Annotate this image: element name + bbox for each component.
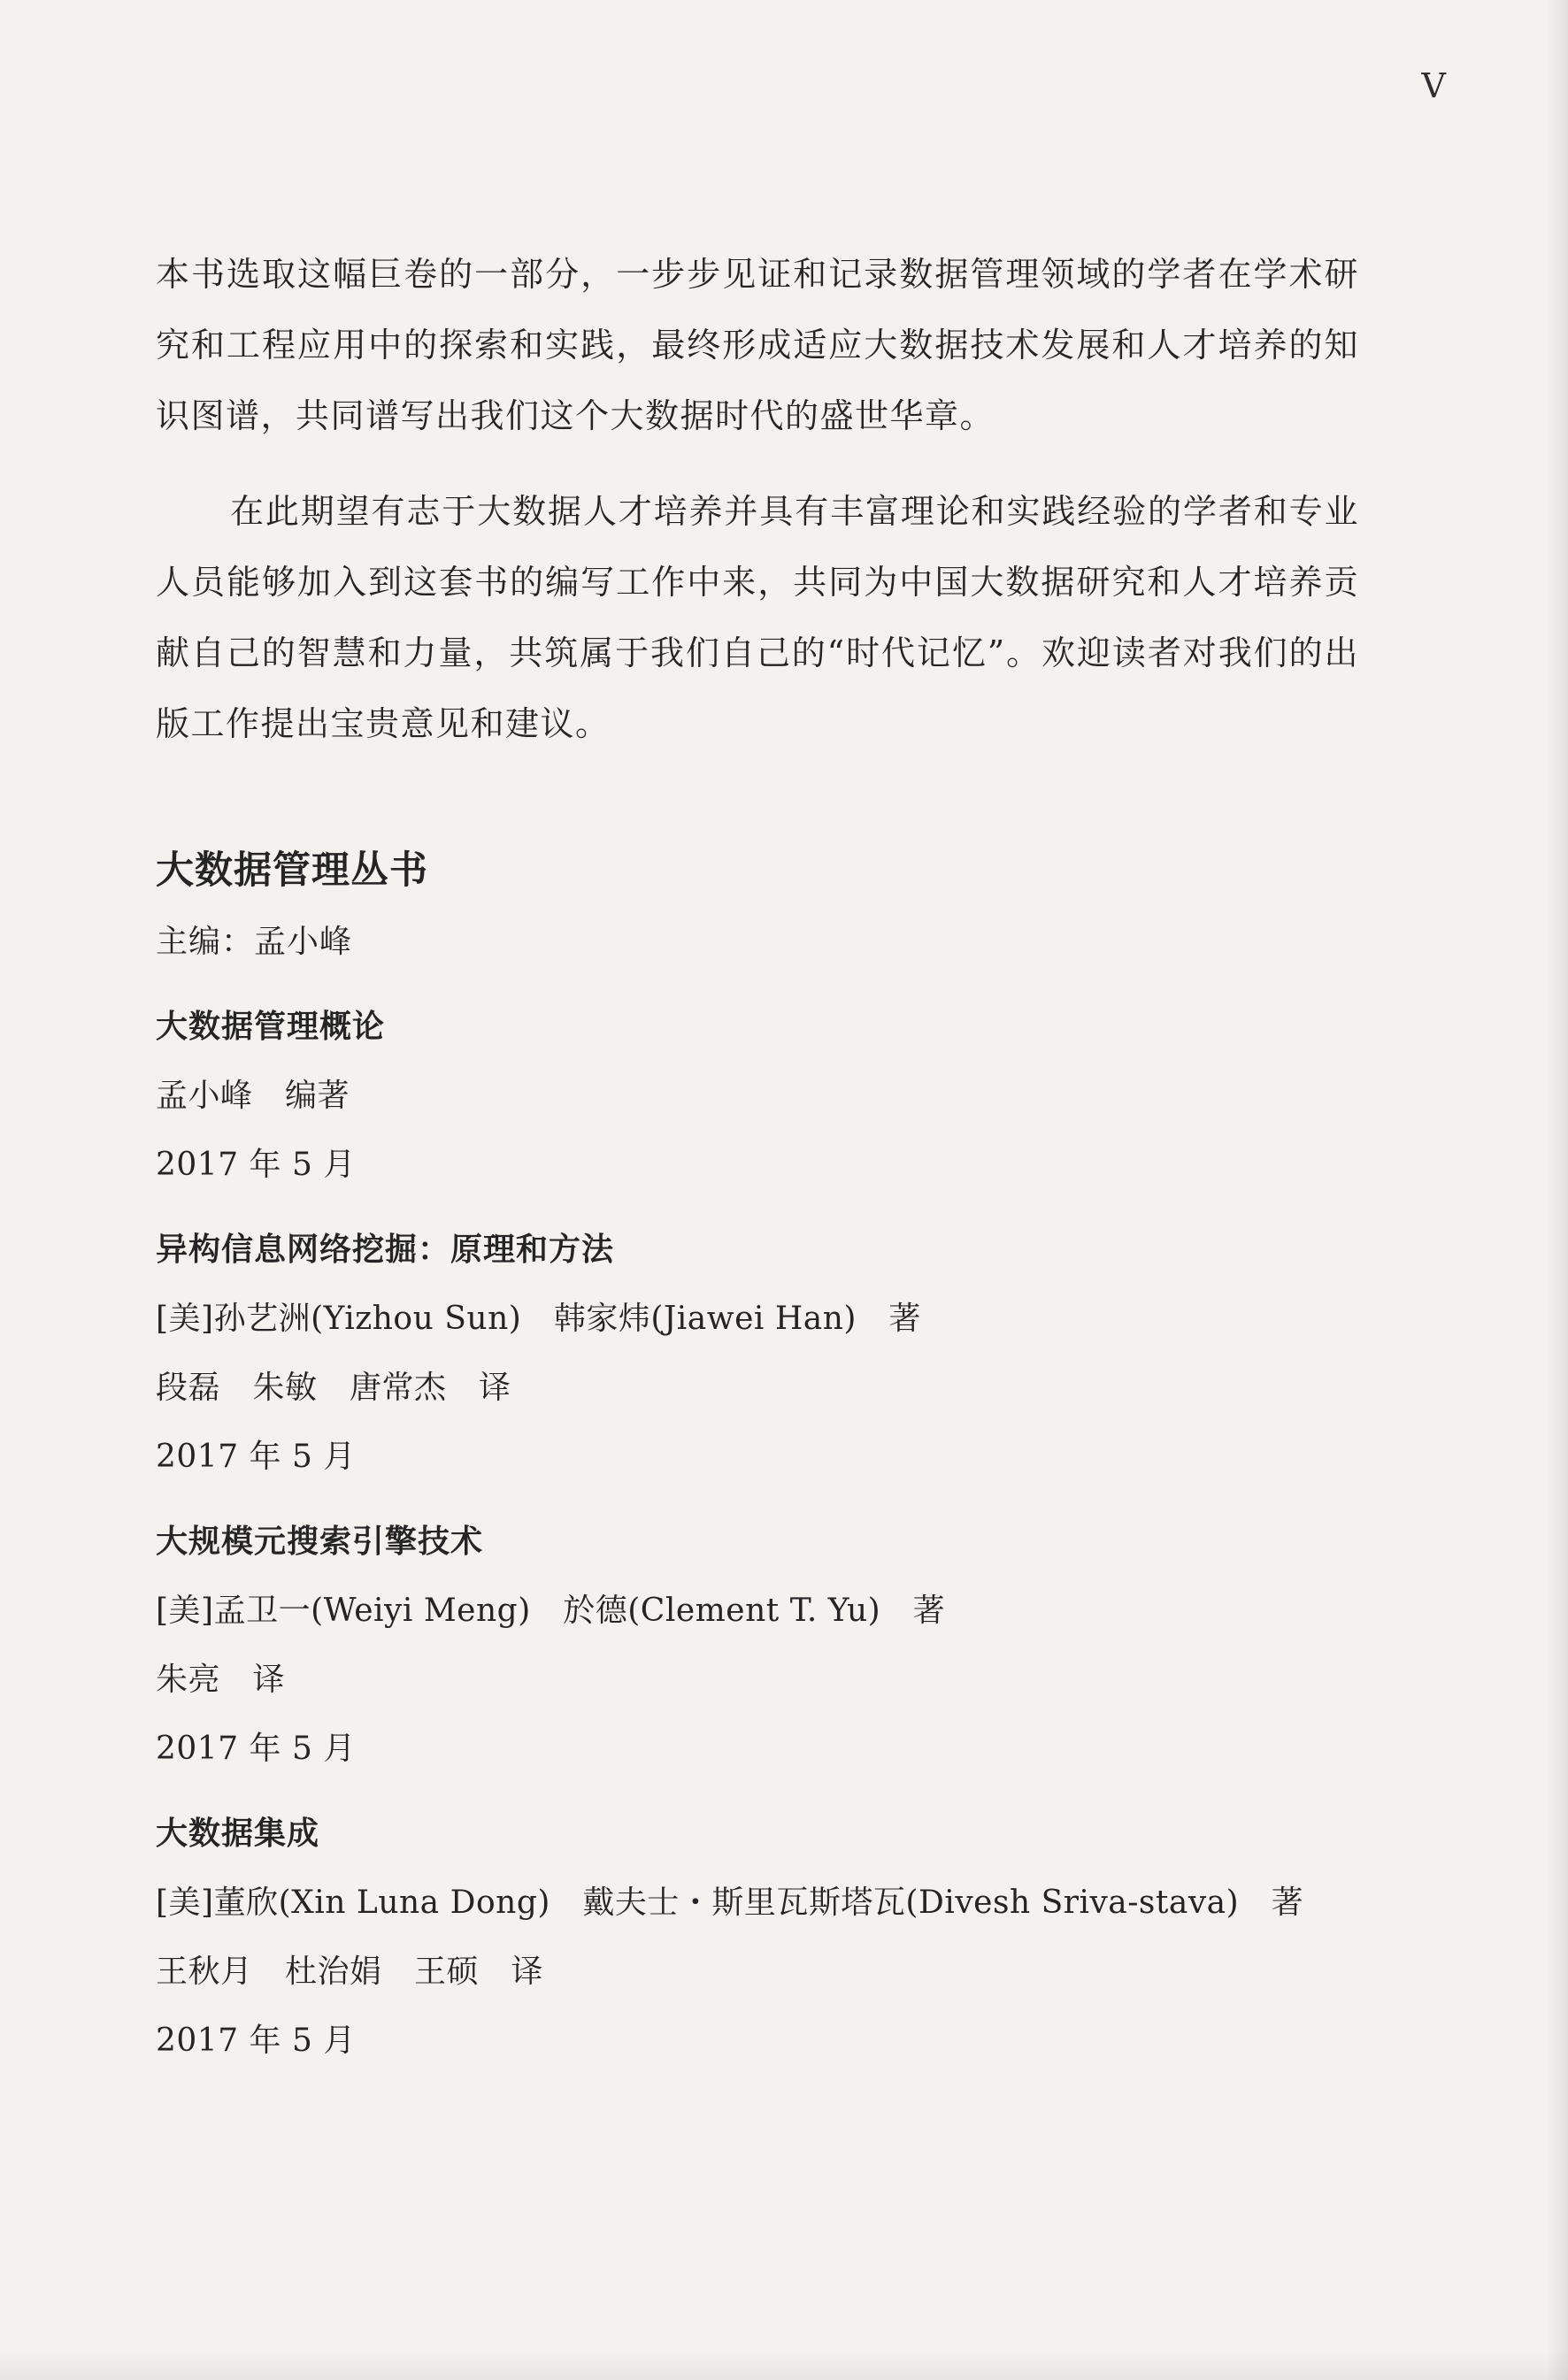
page-number: V: [1421, 66, 1446, 105]
book-entry-4: [156, 1800, 1359, 2076]
book-authors: [美]孙艺洲(Yizhou Sun) 韩家炜(Jiawei Han) 著: [156, 1301, 921, 1337]
book-date: 2017 年 5 月: [156, 1439, 356, 1475]
book-date: 2017 年 5 月: [156, 2023, 356, 2059]
book-entry-2: [156, 1216, 1359, 1492]
book-title: 异构信息网络挖掘：原理和方法: [156, 1232, 615, 1268]
page-spine-shadow: [1547, 0, 1568, 2380]
series-editor: 主编：孟小峰: [156, 924, 353, 960]
book-translators: 王秋月 杜治娟 王硕 译: [156, 1954, 544, 1990]
book-entry-1: [156, 993, 1359, 1200]
series-section: [156, 833, 1359, 2076]
paragraph-1: 本书选取这幅巨卷的一部分，一步步见证和记录数据管理领域的学者在学术研究和工程应用中的探索和实践，最终形成适应大数据技术发展和人才培养的知识图谱，共同谱写出我们这个大数据时代的盛世华章。: [156, 255, 1359, 435]
book-date: 2017 年 5 月: [156, 1731, 356, 1767]
book-translators: 段磊 朱敏 唐常杰 译: [156, 1370, 511, 1406]
book-date: 2017 年 5 月: [156, 1147, 356, 1183]
page-bottom-shadow: [0, 2350, 1568, 2380]
book-title: 大数据管理概论: [156, 1009, 386, 1045]
book-entry-3: [156, 1508, 1359, 1784]
paragraph-2: 在此期望有志于大数据人才培养并具有丰富理论和实践经验的学者和专业人员能够加入到这套书的编写工作中来，共同为中国大数据研究和人才培养贡献自己的智慧和力量，共筑属于我们自己的“时代记忆”。欢迎读者对我们的出版工作提出宝贵意见和建议。: [156, 492, 1359, 743]
book-authors: 孟小峰 编著: [156, 1078, 350, 1114]
book-title: 大规模元搜索引擎技术: [156, 1524, 484, 1560]
book-title: 大数据集成: [156, 1816, 320, 1852]
book-authors: [美]孟卫一(Weiyi Meng) 於德(Clement T. Yu) 著: [156, 1593, 946, 1629]
book-authors: [美]董欣(Xin Luna Dong) 戴夫士・斯里瓦斯塔瓦(Divesh Sriva-stava) 著: [156, 1885, 1304, 1921]
book-translators: 朱亮 译: [156, 1662, 286, 1698]
series-title: 大数据管理丛书: [156, 848, 428, 893]
page-content: [156, 239, 1359, 2076]
